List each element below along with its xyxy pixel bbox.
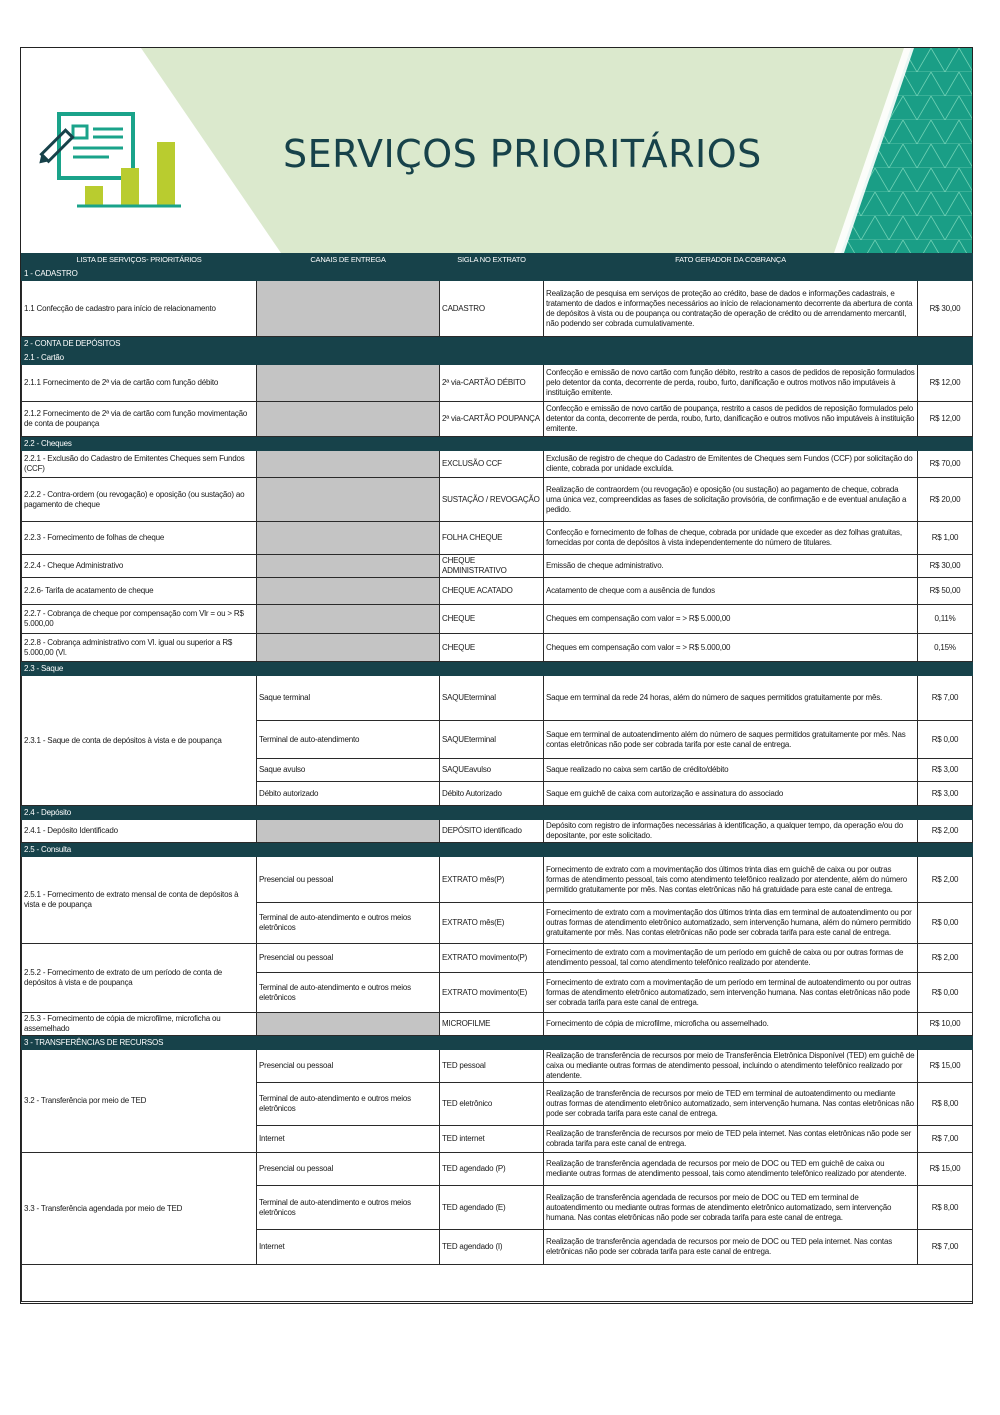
channel-cell: Débito autorizado [257, 782, 440, 806]
section-title: 2 - CONTA DE DEPÓSITOS [22, 337, 973, 351]
description-cell: Fornecimento de extrato com a movimentação de um período em terminal de autoatendimento ou por outras formas de atendimento eletrônico automatizado, sem intervenção humana. Nas contas eletrônicas não pode ser cobrada tarifa para este canal de entrega. [544, 973, 918, 1013]
price-cell: 0,15% [918, 634, 973, 662]
price-cell: R$ 70,00 [918, 451, 973, 478]
channel-cell: Saque avulso [257, 759, 440, 782]
service-name: 2.3.1 - Saque de conta de depósitos à vista e de poupança [22, 676, 257, 806]
description-cell: Realização de transferência agendada de recursos por meio de DOC ou TED em guichê de caixa ou mediante outras formas de atendimento pessoal, tais como atendimento telefônico realizado por atendente. [544, 1153, 918, 1186]
channel-cell: Saque terminal [257, 676, 440, 721]
code-cell: DEPÓSITO identificado [440, 820, 544, 843]
price-cell: R$ 15,00 [918, 1050, 973, 1083]
banner [21, 48, 972, 253]
price-cell: R$ 10,00 [918, 1013, 973, 1036]
table-row [22, 634, 973, 662]
code-cell: TED eletrônico [440, 1083, 544, 1126]
table-row [22, 1013, 973, 1036]
description-cell: Saque realizado no caixa sem cartão de crédito/débito [544, 759, 918, 782]
price-cell: R$ 3,00 [918, 782, 973, 806]
subsection-header [22, 843, 973, 857]
code-cell: EXCLUSÃO CCF [440, 451, 544, 478]
subsection-header [22, 437, 973, 451]
channel-cell [257, 451, 440, 478]
price-cell: R$ 2,00 [918, 857, 973, 903]
table-row [22, 522, 973, 555]
table-row [22, 1050, 973, 1083]
price-cell: R$ 0,00 [918, 973, 973, 1013]
description-cell: Cheques em compensação com valor = > R$ 5.000,00 [544, 605, 918, 634]
price-cell: R$ 8,00 [918, 1083, 973, 1126]
col-header-channel: CANAIS DE ENTREGA [257, 254, 440, 267]
channel-cell [257, 1013, 440, 1036]
table-row [22, 944, 973, 973]
section-title: 1 - CADASTRO [22, 267, 973, 281]
price-cell: R$ 7,00 [918, 1230, 973, 1265]
description-cell: Realização de transferência agendada de recursos por meio de DOC ou TED pela internet. Nas contas eletrônicas não pode ser cobrada tarifa para este canal de entrega. [544, 1230, 918, 1265]
channel-cell [257, 578, 440, 605]
description-cell: Saque em terminal de autoatendimento além do número de saques permitidos gratuitamente por mês. Nas contas eletrônicas não pode ser cobrada tarifa por este canal de entrega. [544, 721, 918, 759]
code-cell: SAQUEterminal [440, 676, 544, 721]
description-cell: Acatamento de cheque com a ausência de fundos [544, 578, 918, 605]
price-cell: R$ 15,00 [918, 1153, 973, 1186]
service-name: 2.2.1 - Exclusão do Cadastro de Emitentes Cheques sem Fundos (CCF) [22, 451, 257, 478]
code-cell: TED internet [440, 1126, 544, 1153]
description-cell: Realização de contraordem (ou revogação) e oposição (ou sustação) ao pagamento de cheque, cobrada uma única vez, compreendidas as fases de solicitação provisória, de confirmação e de eventual anulação a pedido. [544, 478, 918, 522]
description-cell: Realização de transferência de recursos por meio de TED pela internet. Nas contas eletrônicas não pode ser cobrada tarifa para este canal de entrega. [544, 1126, 918, 1153]
subsection-title: 2.2 - Cheques [22, 437, 973, 451]
channel-cell: Terminal de auto-atendimento e outros meios eletrônicos [257, 903, 440, 944]
price-cell: R$ 7,00 [918, 1126, 973, 1153]
service-name: 3.3 - Transferência agendada por meio de TED [22, 1153, 257, 1265]
channel-cell [257, 820, 440, 843]
code-cell: TED pessoal [440, 1050, 544, 1083]
channel-cell [257, 402, 440, 437]
code-cell: EXTRATO movimento(P) [440, 944, 544, 973]
table-row [22, 281, 973, 337]
empty-cell [22, 1265, 973, 1302]
service-name: 2.4.1 - Depósito Identificado [22, 820, 257, 843]
channel-cell: Terminal de auto-atendimento e outros meios eletrônicos [257, 973, 440, 1013]
code-cell: EXTRATO movimento(E) [440, 973, 544, 1013]
table-row [22, 451, 973, 478]
section-header [22, 267, 973, 281]
col-header-trigger: FATO GERADOR DA COBRANÇA [544, 254, 918, 267]
subsection-header [22, 806, 973, 820]
col-header-price [918, 254, 973, 267]
price-cell: R$ 7,00 [918, 676, 973, 721]
code-cell: TED agendado (E) [440, 1186, 544, 1230]
description-cell: Fornecimento de extrato com a movimentação de um período em guichê de caixa ou por outras formas de atendimento pessoal, tal como atendimento telefônico realizado por atendente. [544, 944, 918, 973]
code-cell: Débito Autorizado [440, 782, 544, 806]
table-row [22, 676, 973, 721]
price-cell: R$ 30,00 [918, 555, 973, 578]
code-cell: CADASTRO [440, 281, 544, 337]
table-row [22, 555, 973, 578]
header-row [22, 254, 973, 267]
service-name: 1.1 Confecção de cadastro para início de relacionamento [22, 281, 257, 337]
channel-cell [257, 281, 440, 337]
description-cell: Fornecimento de cópia de microfilme, microficha ou assemelhado. [544, 1013, 918, 1036]
price-cell: R$ 8,00 [918, 1186, 973, 1230]
price-cell: R$ 2,00 [918, 820, 973, 843]
page-title: SERVIÇOS PRIORITÁRIOS [283, 132, 762, 176]
section-header [22, 1036, 973, 1050]
services-table [21, 253, 973, 1302]
code-cell: MICROFILME [440, 1013, 544, 1036]
description-cell: Exclusão de registro de cheque do Cadastro de Emitentes de Cheques sem Fundos (CCF) por solicitação do cliente, cobrada por unidade excluída. [544, 451, 918, 478]
price-cell: R$ 12,00 [918, 402, 973, 437]
code-cell: 2ª via-CARTÃO POUPANÇA [440, 402, 544, 437]
service-name: 2.2.7 - Cobrança de cheque por compensação com Vlr = ou > R$ 5.000,00 [22, 605, 257, 634]
section-header [22, 337, 973, 351]
table-row [22, 820, 973, 843]
code-cell: CHEQUE ACATADO [440, 578, 544, 605]
service-name: 2.2.8 - Cobrança administrativo com Vl. igual ou superior a R$ 5.000,00 (Vl. [22, 634, 257, 662]
description-cell: Emissão de cheque administrativo. [544, 555, 918, 578]
table-row [22, 578, 973, 605]
description-cell: Saque em guichê de caixa com autorização e assinatura do associado [544, 782, 918, 806]
price-cell: R$ 0,00 [918, 903, 973, 944]
code-cell: 2ª via-CARTÃO DÉBITO [440, 365, 544, 402]
price-cell: R$ 50,00 [918, 578, 973, 605]
price-cell: R$ 0,00 [918, 721, 973, 759]
channel-cell: Presencial ou pessoal [257, 857, 440, 903]
table-row [22, 402, 973, 437]
description-cell: Realização de transferência de recursos por meio de TED em terminal de autoatendimento ou mediante outras formas de atendimento eletrônico automatizado, sem intervenção humana. Nas contas eletrônicas não pode ser cobrada tarifa para este canal de entrega. [544, 1083, 918, 1126]
table-row [22, 857, 973, 903]
price-cell: R$ 1,00 [918, 522, 973, 555]
price-cell: R$ 3,00 [918, 759, 973, 782]
col-header-code: SIGLA NO EXTRATO [440, 254, 544, 267]
channel-cell: Presencial ou pessoal [257, 944, 440, 973]
code-cell: SUSTAÇÃO / REVOGAÇÃO [440, 478, 544, 522]
table-row [22, 365, 973, 402]
channel-cell: Terminal de auto-atendimento e outros meios eletrônicos [257, 1083, 440, 1126]
channel-cell: Terminal de auto-atendimento e outros meios eletrônicos [257, 1186, 440, 1230]
service-name: 2.2.2 - Contra-ordem (ou revogação) e oposição (ou sustação) ao pagamento de cheque [22, 478, 257, 522]
document-page [20, 47, 973, 1304]
col-header-service: LISTA DE SERVIÇOS- PRIORITÁRIOS [22, 254, 257, 267]
service-name: 2.5.1 - Fornecimento de extrato mensal de conta de depósitos à vista e de poupança [22, 857, 257, 944]
subsection-title: 2.4 - Depósito [22, 806, 973, 820]
price-cell: R$ 12,00 [918, 365, 973, 402]
code-cell: EXTRATO mês(E) [440, 903, 544, 944]
code-cell: FOLHA CHEQUE [440, 522, 544, 555]
description-cell: Fornecimento de extrato com a movimentação dos últimos trinta dias em guichê de caixa ou por outras formas de atendimento pessoal, tais como atendimento telefônico realizado por atendente, além do número permitido gratuitamente por mês. Nas contas eletrônicas não há gratuidade para este canal de entrega. [544, 857, 918, 903]
channel-cell: Presencial ou pessoal [257, 1153, 440, 1186]
description-cell: Realização de pesquisa em serviços de proteção ao crédito, base de dados e informações cadastrais, e tratamento de dados e informações necessários ao início de relacionamento decorrente da abertura de conta de depósitos à vista ou de poupança ou contratação de operação de crédito ou de arrendamento mercantil, não podendo ser cobrada cumulativamente. [544, 281, 918, 337]
channel-cell [257, 634, 440, 662]
description-cell: Depósito com registro de informações necessárias à identificação, a qualquer tempo, da operação e/ou do depositante, por este solicitado. [544, 820, 918, 843]
service-name: 2.2.3 - Fornecimento de folhas de cheque [22, 522, 257, 555]
code-cell: CHEQUE ADMINISTRATIVO [440, 555, 544, 578]
subsection-header [22, 662, 973, 676]
subsection-title: 2.3 - Saque [22, 662, 973, 676]
description-cell: Cheques em compensação com valor = > R$ 5.000,00 [544, 634, 918, 662]
channel-cell [257, 365, 440, 402]
service-name: 2.5.2 - Fornecimento de extrato de um período de conta de depósitos à vista e de poupança [22, 944, 257, 1013]
service-name: 2.1.1 Fornecimento de 2ª via de cartão com função débito [22, 365, 257, 402]
section-title: 3 - TRANSFERÊNCIAS DE RECURSOS [22, 1036, 973, 1050]
code-cell: EXTRATO mês(P) [440, 857, 544, 903]
channel-cell [257, 605, 440, 634]
service-name: 3.2 - Transferência por meio de TED [22, 1050, 257, 1153]
channel-cell [257, 478, 440, 522]
channel-cell [257, 522, 440, 555]
description-cell: Saque em terminal da rede 24 horas, além do número de saques permitidos gratuitamente por mês. [544, 676, 918, 721]
channel-cell: Internet [257, 1126, 440, 1153]
document-chart-icon [39, 110, 189, 210]
code-cell: CHEQUE [440, 634, 544, 662]
description-cell: Confecção e emissão de novo cartão com função débito, restrito a casos de pedidos de reposição formulados pelo detentor da conta, decorrente de perda, roubo, furto, danificação e outros motivos não imputáveis à instituição emitente. [544, 365, 918, 402]
description-cell: Confecção e fornecimento de folhas de cheque, cobrada por unidade que exceder as dez folhas gratuitas, fornecidas por conta de depósitos à vista independentemente do número de titulares. [544, 522, 918, 555]
code-cell: SAQUEterminal [440, 721, 544, 759]
price-cell: R$ 20,00 [918, 478, 973, 522]
subsection-title: 2.5 - Consulta [22, 843, 973, 857]
code-cell: TED agendado (I) [440, 1230, 544, 1265]
price-cell: 0,11% [918, 605, 973, 634]
description-cell: Realização de transferência agendada de recursos por meio de DOC ou TED em terminal de autoatendimento ou mediante outras formas de atendimento eletrônico automatizado, sem intervenção humana. Nas contas eletrônicas não pode ser cobrada tarifa para este canal de entrega. [544, 1186, 918, 1230]
channel-cell [257, 555, 440, 578]
empty-row [22, 1265, 973, 1302]
code-cell: TED agendado (P) [440, 1153, 544, 1186]
table-row [22, 605, 973, 634]
service-name: 2.2.4 - Cheque Administrativo [22, 555, 257, 578]
code-cell: CHEQUE [440, 605, 544, 634]
price-cell: R$ 2,00 [918, 944, 973, 973]
description-cell: Fornecimento de extrato com a movimentação dos últimos trinta dias em terminal de autoatendimento ou por outras formas de atendimento eletrônico automatizado, sem intervenção humana, além do número permitido gratuitamente por mês. Nas contas eletrônicas não pode ser cobrada tarifa para este canal de entrega. [544, 903, 918, 944]
channel-cell: Internet [257, 1230, 440, 1265]
service-name: 2.5.3 - Fornecimento de cópia de microfilme, microficha ou assemelhado [22, 1013, 257, 1036]
code-cell: SAQUEavulso [440, 759, 544, 782]
table-row [22, 1153, 973, 1186]
channel-cell: Terminal de auto-atendimento [257, 721, 440, 759]
subsection-header [22, 351, 973, 365]
description-cell: Confecção e emissão de novo cartão de poupança, restrito a casos de pedidos de reposição formulados pelo detentor da conta, decorrente de perda, roubo, furto, danificação e outros motivos não imputáveis à instituição emitente. [544, 402, 918, 437]
table-row [22, 478, 973, 522]
subsection-title: 2.1 - Cartão [22, 351, 973, 365]
service-name: 2.1.2 Fornecimento de 2ª via de cartão com função movimentação de conta de poupança [22, 402, 257, 437]
description-cell: Realização de transferência de recursos por meio de Transferência Eletrônica Disponível (TED) em guichê de caixa ou mediante outras formas de atendimento pessoal, incluindo o atendimento telefônico realizado por atendente. [544, 1050, 918, 1083]
service-name: 2.2.6- Tarifa de acatamento de cheque [22, 578, 257, 605]
channel-cell: Presencial ou pessoal [257, 1050, 440, 1083]
price-cell: R$ 30,00 [918, 281, 973, 337]
